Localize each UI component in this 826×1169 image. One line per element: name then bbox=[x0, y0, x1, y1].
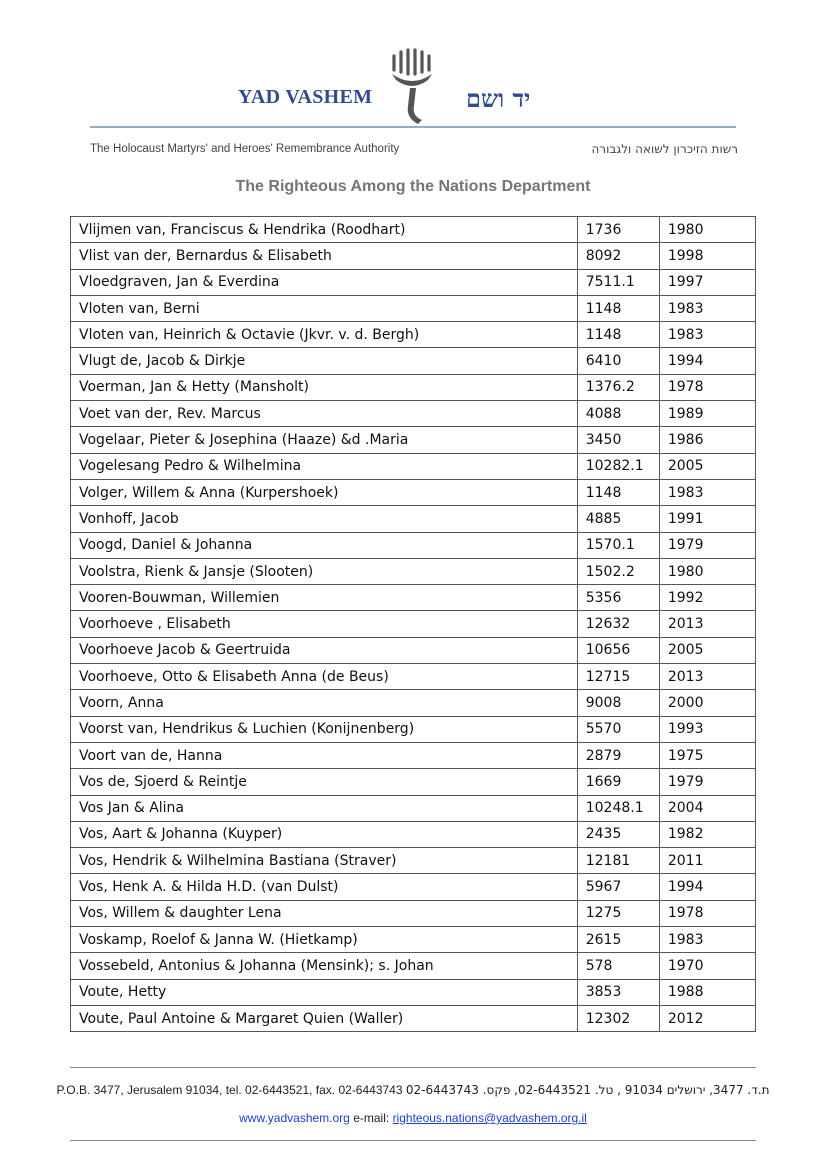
record-file-number: 12632 bbox=[577, 611, 659, 637]
record-name: Voorhoeve Jacob & Geertruida bbox=[71, 637, 578, 663]
record-year: 1983 bbox=[659, 322, 755, 348]
record-name: Vloten van, Heinrich & Octavie (Jkvr. v. d. Bergh) bbox=[71, 322, 578, 348]
record-name: Voerman, Jan & Hetty (Mansholt) bbox=[71, 374, 578, 400]
record-year: 1980 bbox=[659, 217, 755, 243]
record-file-number: 1148 bbox=[577, 322, 659, 348]
record-year: 2011 bbox=[659, 848, 755, 874]
record-file-number: 2615 bbox=[577, 927, 659, 953]
record-year: 1978 bbox=[659, 900, 755, 926]
record-file-number: 4088 bbox=[577, 401, 659, 427]
record-file-number: 578 bbox=[577, 953, 659, 979]
record-file-number: 8092 bbox=[577, 243, 659, 269]
record-year: 1970 bbox=[659, 953, 755, 979]
record-name: Vlugt de, Jacob & Dirkje bbox=[71, 348, 578, 374]
table-row bbox=[71, 374, 756, 400]
record-name: Vos, Aart & Johanna (Kuyper) bbox=[71, 821, 578, 847]
authority-line bbox=[90, 142, 738, 156]
record-file-number: 2435 bbox=[577, 821, 659, 847]
table-row bbox=[71, 795, 756, 821]
record-file-number: 10282.1 bbox=[577, 453, 659, 479]
table-row bbox=[71, 453, 756, 479]
righteous-records-table bbox=[70, 216, 756, 1032]
record-file-number: 6410 bbox=[577, 348, 659, 374]
record-year: 1991 bbox=[659, 506, 755, 532]
table-row bbox=[71, 690, 756, 716]
record-file-number: 2879 bbox=[577, 742, 659, 768]
table-row bbox=[71, 243, 756, 269]
record-year: 1983 bbox=[659, 295, 755, 321]
authority-hebrew: רשות הזיכרון לשואה ולגבורה bbox=[591, 142, 738, 156]
record-name: Voorn, Anna bbox=[71, 690, 578, 716]
website-link[interactable]: www.yadvashem.org bbox=[239, 1111, 350, 1125]
record-name: Vlist van der, Bernardus & Elisabeth bbox=[71, 243, 578, 269]
record-name: Vogelaar, Pieter & Josephina (Haaze) &d .Maria bbox=[71, 427, 578, 453]
table-row bbox=[71, 821, 756, 847]
record-file-number: 12181 bbox=[577, 848, 659, 874]
record-name: Vlijmen van, Franciscus & Hendrika (Roodhart) bbox=[71, 217, 578, 243]
record-year: 2005 bbox=[659, 453, 755, 479]
record-name: Vonhoff, Jacob bbox=[71, 506, 578, 532]
table-row bbox=[71, 269, 756, 295]
record-year: 1978 bbox=[659, 374, 755, 400]
record-year: 2000 bbox=[659, 690, 755, 716]
record-year: 1993 bbox=[659, 716, 755, 742]
record-year: 1979 bbox=[659, 532, 755, 558]
email-link[interactable]: righteous.nations@yadvashem.org.il bbox=[392, 1111, 587, 1125]
record-file-number: 1736 bbox=[577, 217, 659, 243]
record-name: Vogelesang Pedro & Wilhelmina bbox=[71, 453, 578, 479]
table-row bbox=[71, 611, 756, 637]
record-name: Voorst van, Hendrikus & Luchien (Konijnenberg) bbox=[71, 716, 578, 742]
record-name: Vos, Hendrik & Wilhelmina Bastiana (Straver) bbox=[71, 848, 578, 874]
record-name: Volger, Willem & Anna (Kurpershoek) bbox=[71, 479, 578, 505]
table-row bbox=[71, 506, 756, 532]
record-file-number: 4885 bbox=[577, 506, 659, 532]
record-file-number: 1376.2 bbox=[577, 374, 659, 400]
footer-divider-top bbox=[70, 1067, 756, 1068]
footer-address-english: P.O.B. 3477, Jerusalem 91034, tel. 02-6443521, fax. 02-6443743 bbox=[56, 1083, 403, 1097]
record-name: Voute, Hetty bbox=[71, 979, 578, 1005]
record-name: Vos, Henk A. & Hilda H.D. (van Dulst) bbox=[71, 874, 578, 900]
record-name: Voet van der, Rev. Marcus bbox=[71, 401, 578, 427]
record-name: Voute, Paul Antoine & Margaret Quien (Waller) bbox=[71, 1005, 578, 1031]
record-file-number: 10656 bbox=[577, 637, 659, 663]
table-row bbox=[71, 585, 756, 611]
record-name: Vos, Willem & daughter Lena bbox=[71, 900, 578, 926]
table-row bbox=[71, 900, 756, 926]
records-table-body bbox=[71, 217, 756, 1032]
record-file-number: 3450 bbox=[577, 427, 659, 453]
org-name-hebrew: יד ושם bbox=[466, 84, 531, 113]
table-row bbox=[71, 769, 756, 795]
table-row bbox=[71, 401, 756, 427]
record-name: Voorhoeve , Elisabeth bbox=[71, 611, 578, 637]
record-year: 1983 bbox=[659, 927, 755, 953]
record-name: Voogd, Daniel & Johanna bbox=[71, 532, 578, 558]
record-year: 2013 bbox=[659, 611, 755, 637]
record-file-number: 5967 bbox=[577, 874, 659, 900]
table-row bbox=[71, 295, 756, 321]
record-year: 1975 bbox=[659, 742, 755, 768]
table-row bbox=[71, 979, 756, 1005]
record-name: Vos Jan & Alina bbox=[71, 795, 578, 821]
record-name: Voorhoeve, Otto & Elisabeth Anna (de Beus) bbox=[71, 664, 578, 690]
footer-divider-bottom bbox=[70, 1140, 756, 1141]
record-year: 1994 bbox=[659, 348, 755, 374]
record-year: 1989 bbox=[659, 401, 755, 427]
table-row bbox=[71, 953, 756, 979]
record-file-number: 10248.1 bbox=[577, 795, 659, 821]
record-name: Vloedgraven, Jan & Everdina bbox=[71, 269, 578, 295]
table-row bbox=[71, 217, 756, 243]
record-name: Vooren-Bouwman, Willemien bbox=[71, 585, 578, 611]
org-name-english: YAD VASHEM bbox=[238, 86, 373, 108]
email-label: e-mail: bbox=[353, 1111, 390, 1125]
table-row bbox=[71, 664, 756, 690]
table-row bbox=[71, 637, 756, 663]
record-name: Voolstra, Rienk & Jansje (Slooten) bbox=[71, 558, 578, 584]
header-divider bbox=[90, 126, 736, 128]
record-year: 2013 bbox=[659, 664, 755, 690]
record-file-number: 9008 bbox=[577, 690, 659, 716]
record-year: 1988 bbox=[659, 979, 755, 1005]
table-row bbox=[71, 427, 756, 453]
record-year: 1983 bbox=[659, 479, 755, 505]
record-file-number: 5570 bbox=[577, 716, 659, 742]
authority-english: The Holocaust Martyrs' and Heroes' Remembrance Authority bbox=[90, 143, 400, 155]
footer-address bbox=[0, 1083, 826, 1097]
footer-contact bbox=[0, 1111, 826, 1125]
record-file-number: 1148 bbox=[577, 479, 659, 505]
record-name: Vos de, Sjoerd & Reintje bbox=[71, 769, 578, 795]
record-name: Voskamp, Roelof & Janna W. (Hietkamp) bbox=[71, 927, 578, 953]
record-year: 1997 bbox=[659, 269, 755, 295]
table-row bbox=[71, 848, 756, 874]
record-file-number: 7511.1 bbox=[577, 269, 659, 295]
record-name: Voort van de, Hanna bbox=[71, 742, 578, 768]
table-row bbox=[71, 716, 756, 742]
record-file-number: 12715 bbox=[577, 664, 659, 690]
table-row bbox=[71, 927, 756, 953]
record-name: Vossebeld, Antonius & Johanna (Mensink); s. Johan bbox=[71, 953, 578, 979]
record-year: 1979 bbox=[659, 769, 755, 795]
letterhead bbox=[0, 0, 826, 210]
record-file-number: 1669 bbox=[577, 769, 659, 795]
table-row bbox=[71, 479, 756, 505]
table-row bbox=[71, 558, 756, 584]
record-file-number: 5356 bbox=[577, 585, 659, 611]
record-year: 1980 bbox=[659, 558, 755, 584]
department-title: The Righteous Among the Nations Department bbox=[235, 178, 591, 195]
footer-address-hebrew: ת.ד. 3477, ירושלים 91034 , טל. 02-6443521, פקס. 02-6443743 bbox=[405, 1083, 770, 1097]
record-file-number: 3853 bbox=[577, 979, 659, 1005]
record-file-number: 12302 bbox=[577, 1005, 659, 1031]
record-name: Vloten van, Berni bbox=[71, 295, 578, 321]
table-row bbox=[71, 1005, 756, 1031]
record-year: 2012 bbox=[659, 1005, 755, 1031]
record-year: 1994 bbox=[659, 874, 755, 900]
record-year: 2005 bbox=[659, 637, 755, 663]
table-row bbox=[71, 348, 756, 374]
record-file-number: 1275 bbox=[577, 900, 659, 926]
record-year: 1992 bbox=[659, 585, 755, 611]
record-file-number: 1570.1 bbox=[577, 532, 659, 558]
table-row bbox=[71, 742, 756, 768]
table-row bbox=[71, 532, 756, 558]
record-year: 1982 bbox=[659, 821, 755, 847]
table-row bbox=[71, 322, 756, 348]
table-row bbox=[71, 874, 756, 900]
record-file-number: 1148 bbox=[577, 295, 659, 321]
record-year: 2004 bbox=[659, 795, 755, 821]
record-file-number: 1502.2 bbox=[577, 558, 659, 584]
yad-vashem-logo-icon bbox=[382, 48, 442, 130]
record-year: 1986 bbox=[659, 427, 755, 453]
record-year: 1998 bbox=[659, 243, 755, 269]
